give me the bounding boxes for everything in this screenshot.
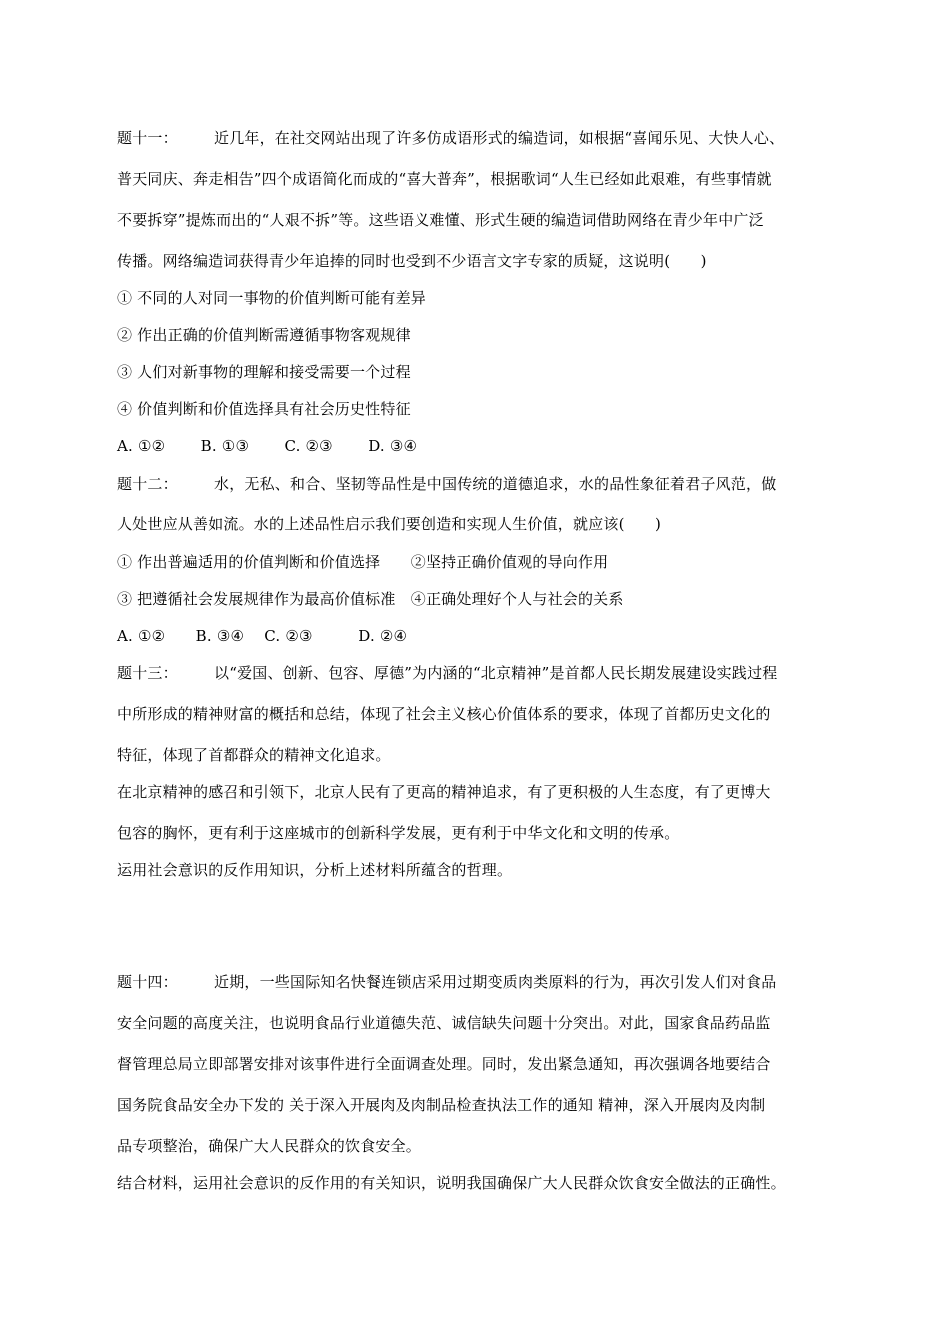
q12-options-1-2: ① 作出普遍适用的价值判断和价值选择 ②坚持正确价值观的导向作用 <box>117 553 609 571</box>
q11-line-2: 普天同庆、奔走相告”四个成语简化而成的“喜大普奔”，根据歌词“人生已经如此艰难，有些事情就 <box>117 170 772 188</box>
q13-label: 题十三： <box>117 664 178 682</box>
q11-line-4: 传播。网络编造词获得青少年追捧的同时也受到不少语言文字专家的质疑，这说明( ) <box>117 252 707 270</box>
q14-line-3: 督管理总局立即部署安排对该事件进行全面调查处理。同时，发出紧急通知，再次强调各地要结合 <box>117 1055 771 1073</box>
q13-line-3: 特征，体现了首都群众的精神文化追求。 <box>117 746 391 764</box>
q12-options-3-4: ③ 把遵循社会发展规律作为最高价值标准 ④正确处理好个人与社会的关系 <box>117 590 624 608</box>
q13-text-1: 以“爱国、创新、包容、厚德”为内涵的“北京精神”是首都人民长期发展建设实践过程 <box>214 664 778 682</box>
q13-line-4: 在北京精神的感召和引领下，北京人民有了更高的精神追求，有了更积极的人生态度，有了更博大 <box>117 783 771 801</box>
q14-text-1: 近期，一些国际知名快餐连锁店采用过期变质肉类原料的行为，再次引发人们对食品 <box>214 973 777 991</box>
q12-label: 题十二： <box>117 475 178 493</box>
q11-option-2: ② 作出正确的价值判断需遵循事物客观规律 <box>117 326 411 344</box>
q11-choices: A. ①② B. ①③ C. ②③ D. ③④ <box>117 437 418 455</box>
q12-line-2: 人处世应从善如流。水的上述品性启示我们要创造和实现人生价值，就应该( ) <box>117 515 662 533</box>
q14-question: 结合材料，运用社会意识的反作用的有关知识，说明我国确保广大人民群众饮食安全做法的正确性。 <box>117 1174 786 1192</box>
q11-text-1: 近几年，在社交网站出现了许多仿成语形式的编造词，如根据“喜闻乐见、大快人心、 <box>214 129 785 147</box>
q14-line-5: 品专项整治，确保广大人民群众的饮食安全。 <box>117 1137 422 1155</box>
q14-label: 题十四： <box>117 973 178 991</box>
q11-option-1: ① 不同的人对同一事物的价值判断可能有差异 <box>117 289 426 307</box>
q12-line-1 <box>117 474 776 494</box>
q13-question: 运用社会意识的反作用知识，分析上述材料所蕴含的哲理。 <box>117 861 513 879</box>
q12-text-1: 水，无私、和合、坚韧等品性是中国传统的道德追求，水的品性象征着君子风范，做 <box>214 475 777 493</box>
q13-line-1 <box>117 663 777 683</box>
q13-line-2: 中所形成的精神财富的概括和总结，体现了社会主义核心价值体系的要求，体现了首都历史文化的 <box>117 705 771 723</box>
q11-line-1 <box>117 128 784 148</box>
q11-line-3: 不要拆穿”提炼而出的“人艰不拆”等。这些语义难懂、形式生硬的编造词借助网络在青少年中广泛 <box>117 211 764 229</box>
q12-choices: A. ①② B. ③④ C. ②③ D. ②④ <box>117 627 408 645</box>
q14-line-1 <box>117 972 776 992</box>
q11-option-4: ④ 价值判断和价值选择具有社会历史性特征 <box>117 400 411 418</box>
q14-line-2: 安全问题的高度关注，也说明食品行业道德失范、诚信缺失问题十分突出。对此，国家食品药品监 <box>117 1014 771 1032</box>
q11-label: 题十一： <box>117 129 178 147</box>
q13-line-5: 包容的胸怀，更有利于这座城市的创新科学发展，更有利于中华文化和文明的传承。 <box>117 824 680 842</box>
q11-option-3: ③ 人们对新事物的理解和接受需要一个过程 <box>117 363 411 381</box>
q14-line-4: 国务院食品安全办下发的 关于深入开展肉及肉制品检查执法工作的通知 精神，深入开展肉及肉制 <box>117 1096 766 1114</box>
